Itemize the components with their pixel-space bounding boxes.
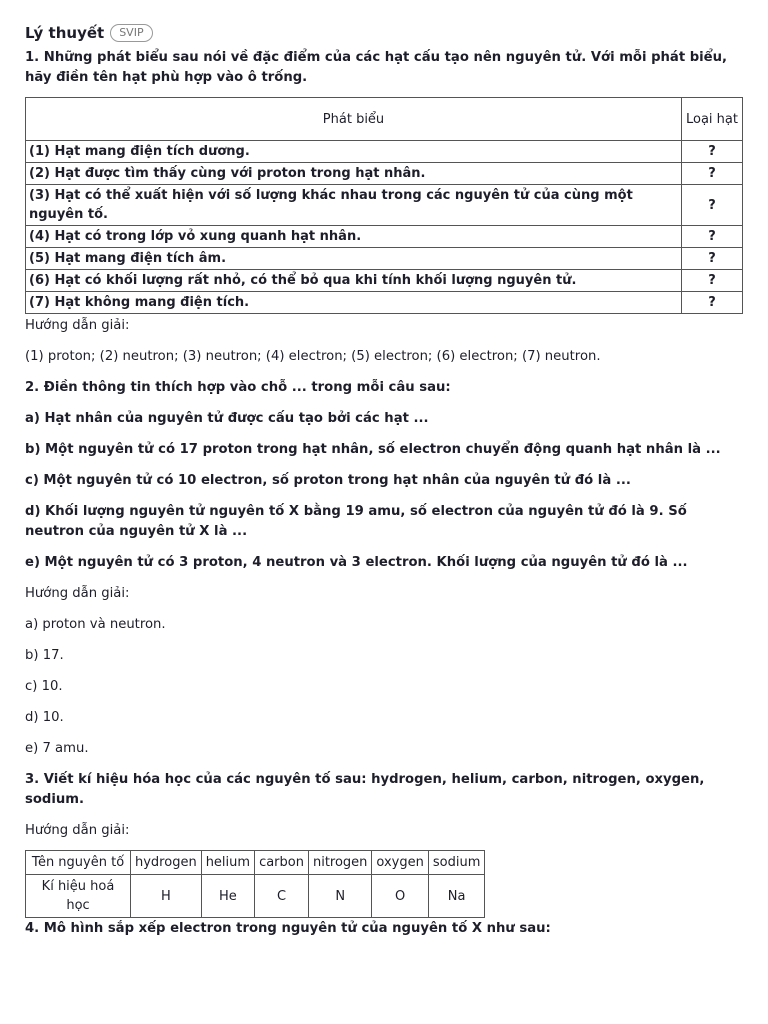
question-2-answer: d) 10. (25, 710, 64, 725)
question-2-answer: a) proton và neutron. (25, 617, 166, 632)
answer-cell[interactable]: ? (682, 292, 743, 314)
question-2-answer: b) 17. (25, 648, 64, 663)
element-name-cell: helium (201, 851, 254, 875)
element-name-cell: hydrogen (131, 851, 202, 875)
header-particle-type: Loại hạt (682, 98, 743, 141)
statement-cell: (4) Hạt có trong lớp vỏ xung quanh hạt nhân. (26, 226, 682, 248)
table-row (26, 185, 743, 226)
statement-cell: (3) Hạt có thể xuất hiện với số lượng khác nhau trong các nguyên tử của cùng một nguyên tố. (26, 185, 682, 226)
answer-cell[interactable]: ? (682, 248, 743, 270)
statement-cell: (6) Hạt có khối lượng rất nhỏ, có thể bỏ qua khi tính khối lượng nguyên tử. (26, 270, 682, 292)
table-row (26, 141, 743, 163)
section-title: Lý thuyết (25, 24, 105, 42)
question-3-title: 3. Viết kí hiệu hóa học của các nguyên tố sau: hydrogen, helium, carbon, nitrogen, oxygen, sodium. (25, 772, 705, 807)
svip-badge: SVIP (110, 24, 152, 42)
element-symbol-cell: N (308, 875, 371, 918)
element-symbol-table (25, 850, 485, 918)
question-1-title: 1. Những phát biểu sau nói về đặc điểm của các hạt cấu tạo nên nguyên tử. Với mỗi phát biểu, hãy điền tên hạt phù hợp vào ô trống. (25, 50, 728, 85)
table-row (26, 270, 743, 292)
guide-label: Hướng dẫn giải: (25, 823, 130, 838)
question-2-item: e) Một nguyên tử có 3 proton, 4 neutron và 3 electron. Khối lượng của nguyên tử đó là ... (25, 555, 688, 570)
element-symbol-cell: H (131, 875, 202, 918)
question-2-item: d) Khối lượng nguyên tử nguyên tố X bằng 19 amu, số electron của nguyên tử đó là 9. Số neutron của nguyên tử X là ... (25, 504, 687, 539)
table-row (26, 163, 743, 185)
question-2-item: b) Một nguyên tử có 17 proton trong hạt nhân, số electron chuyển động quanh hạt nhân là ... (25, 442, 721, 457)
question-1-answer: (1) proton; (2) neutron; (3) neutron; (4) electron; (5) electron; (6) electron; (7) neutron. (25, 349, 601, 364)
question-2-answer: c) 10. (25, 679, 63, 694)
guide-label: Hướng dẫn giải: (25, 318, 130, 333)
element-name-cell: nitrogen (308, 851, 371, 875)
question-4-title: 4. Mô hình sắp xếp electron trong nguyên tử của nguyên tố X như sau: (25, 921, 551, 936)
question-2-item: a) Hạt nhân của nguyên tử được cấu tạo bởi các hạt ... (25, 411, 429, 426)
element-symbol-cell: He (201, 875, 254, 918)
row-label: Kí hiệu hoá học (26, 875, 131, 918)
statement-cell: (2) Hạt được tìm thấy cùng với proton trong hạt nhân. (26, 163, 682, 185)
element-name-cell: oxygen (372, 851, 428, 875)
table-row (26, 292, 743, 314)
question-2-item: c) Một nguyên tử có 10 electron, số proton trong hạt nhân của nguyên tử đó là ... (25, 473, 631, 488)
table-header-row (26, 98, 743, 141)
answer-cell[interactable]: ? (682, 270, 743, 292)
row-label: Tên nguyên tố (26, 851, 131, 875)
table-row (26, 248, 743, 270)
answer-cell[interactable]: ? (682, 163, 743, 185)
answer-cell[interactable]: ? (682, 141, 743, 163)
element-symbol-cell: O (372, 875, 428, 918)
statement-cell: (1) Hạt mang điện tích dương. (26, 141, 682, 163)
element-name-cell: sodium (428, 851, 485, 875)
question-1-table (25, 97, 743, 314)
header-statement: Phát biểu (26, 98, 682, 141)
question-2-answer: e) 7 amu. (25, 741, 89, 756)
element-symbol-cell: Na (428, 875, 485, 918)
table-row (26, 875, 485, 918)
element-symbol-cell: C (255, 875, 309, 918)
answer-cell[interactable]: ? (682, 185, 743, 226)
section-header (25, 24, 745, 42)
answer-cell[interactable]: ? (682, 226, 743, 248)
element-name-cell: carbon (255, 851, 309, 875)
table-row (26, 226, 743, 248)
table-row (26, 851, 485, 875)
guide-label: Hướng dẫn giải: (25, 586, 130, 601)
statement-cell: (7) Hạt không mang điện tích. (26, 292, 682, 314)
page (25, 24, 745, 939)
statement-cell: (5) Hạt mang điện tích âm. (26, 248, 682, 270)
question-2-title: 2. Điền thông tin thích hợp vào chỗ ... trong mỗi câu sau: (25, 380, 451, 395)
